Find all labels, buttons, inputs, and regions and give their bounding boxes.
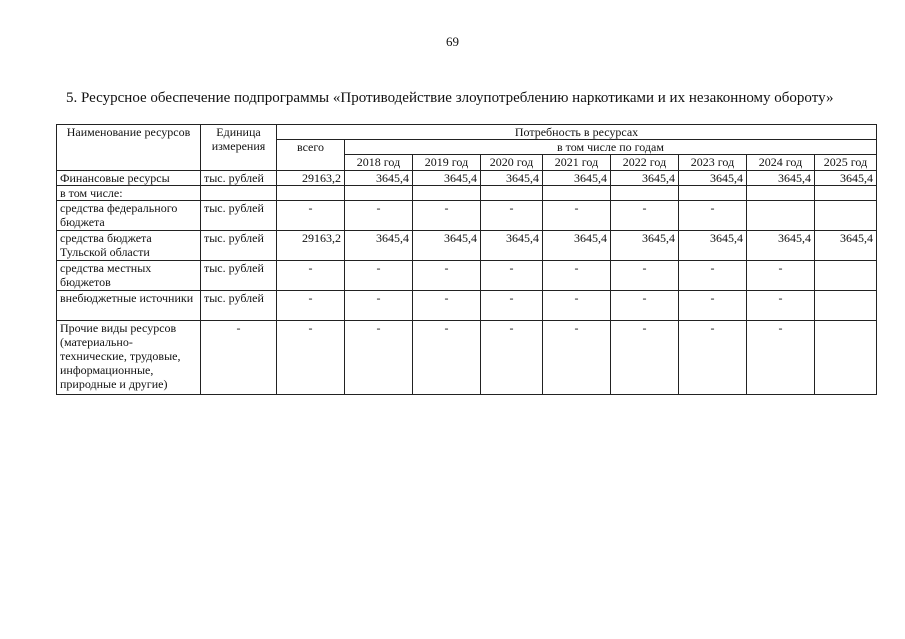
row-total xyxy=(277,186,345,201)
header-year: 2021 год xyxy=(543,155,611,171)
row-name: средства федерального бюджета xyxy=(57,201,201,231)
row-year-value: - xyxy=(679,201,747,231)
row-year-value: - xyxy=(413,291,481,321)
row-year-value: - xyxy=(345,291,413,321)
row-year-value: - xyxy=(611,261,679,291)
table-row xyxy=(57,261,877,291)
row-name: внебюджетные источники xyxy=(57,291,201,321)
row-year-value: - xyxy=(611,291,679,321)
section-heading: 5. Ресурсное обеспечение подпрограммы «Противодействие злоупотреблению наркотиками и их незаконному обороту» xyxy=(66,90,834,106)
row-name: средства местных бюджетов xyxy=(57,261,201,291)
row-year-value: 3645,4 xyxy=(611,231,679,261)
row-year-value: - xyxy=(543,321,611,395)
row-name: Прочие виды ресурсов (материально-технические, трудовые, информационные, природные и другие) xyxy=(57,321,201,395)
row-year-value: - xyxy=(345,261,413,291)
row-year-value: - xyxy=(481,291,543,321)
row-year-value xyxy=(815,261,877,291)
row-year-value xyxy=(747,201,815,231)
row-unit: тыс. рублей xyxy=(201,171,277,186)
row-year-value: 3645,4 xyxy=(413,171,481,186)
table-row xyxy=(57,171,877,186)
row-year-value xyxy=(747,186,815,201)
row-year-value: - xyxy=(747,321,815,395)
header-unit: Единица измерения xyxy=(201,125,277,171)
row-name: средства бюджета Тульской области xyxy=(57,231,201,261)
row-unit: тыс. рублей xyxy=(201,201,277,231)
row-total: - xyxy=(277,321,345,395)
row-total: - xyxy=(277,261,345,291)
row-name: Финансовые ресурсы xyxy=(57,171,201,186)
row-unit: тыс. рублей xyxy=(201,261,277,291)
row-unit: тыс. рублей xyxy=(201,291,277,321)
row-year-value: 3645,4 xyxy=(747,171,815,186)
header-total: всего xyxy=(277,140,345,171)
row-year-value: - xyxy=(611,201,679,231)
row-unit: тыс. рублей xyxy=(201,231,277,261)
row-total: 29163,2 xyxy=(277,231,345,261)
table-row xyxy=(57,321,877,395)
table-row xyxy=(57,201,877,231)
header-need: Потребность в ресурсах xyxy=(277,125,877,140)
row-year-value: 3645,4 xyxy=(679,171,747,186)
header-year: 2020 год xyxy=(481,155,543,171)
row-year-value: - xyxy=(543,261,611,291)
header-year: 2024 год xyxy=(747,155,815,171)
row-year-value: - xyxy=(679,261,747,291)
row-year-value: - xyxy=(413,261,481,291)
row-unit xyxy=(201,186,277,201)
row-year-value xyxy=(481,186,543,201)
row-year-value: 3645,4 xyxy=(481,231,543,261)
row-year-value xyxy=(611,186,679,201)
table-row xyxy=(57,291,877,321)
row-year-value: 3645,4 xyxy=(345,231,413,261)
row-year-value: 3645,4 xyxy=(543,171,611,186)
row-unit: - xyxy=(201,321,277,395)
row-year-value: - xyxy=(481,201,543,231)
row-year-value: - xyxy=(481,261,543,291)
header-by-years: в том числе по годам xyxy=(345,140,877,155)
row-year-value: - xyxy=(345,201,413,231)
row-year-value: - xyxy=(747,291,815,321)
row-year-value: 3645,4 xyxy=(815,171,877,186)
row-year-value: - xyxy=(543,291,611,321)
row-year-value xyxy=(543,186,611,201)
row-year-value xyxy=(815,201,877,231)
table-row xyxy=(57,231,877,261)
header-year: 2022 год xyxy=(611,155,679,171)
row-year-value: - xyxy=(611,321,679,395)
row-year-value: - xyxy=(413,201,481,231)
resources-table xyxy=(56,124,877,395)
header-year: 2023 год xyxy=(679,155,747,171)
row-year-value: - xyxy=(345,321,413,395)
row-year-value: - xyxy=(543,201,611,231)
row-year-value: 3645,4 xyxy=(815,231,877,261)
header-name: Наименование ресурсов xyxy=(57,125,201,171)
row-total: - xyxy=(277,291,345,321)
header-year: 2019 год xyxy=(413,155,481,171)
row-year-value xyxy=(345,186,413,201)
row-year-value: 3645,4 xyxy=(345,171,413,186)
row-year-value: 3645,4 xyxy=(413,231,481,261)
header-year: 2025 год xyxy=(815,155,877,171)
row-year-value: - xyxy=(679,321,747,395)
header-year: 2018 год xyxy=(345,155,413,171)
row-year-value: 3645,4 xyxy=(611,171,679,186)
row-year-value xyxy=(815,291,877,321)
row-year-value xyxy=(815,186,877,201)
row-year-value: - xyxy=(679,291,747,321)
table-row xyxy=(57,186,877,201)
row-year-value: - xyxy=(413,321,481,395)
row-year-value xyxy=(413,186,481,201)
row-year-value: 3645,4 xyxy=(679,231,747,261)
page-number: 69 xyxy=(446,34,459,49)
row-name: в том числе: xyxy=(57,186,201,201)
row-total: - xyxy=(277,201,345,231)
row-year-value: - xyxy=(481,321,543,395)
row-year-value: - xyxy=(747,261,815,291)
row-total: 29163,2 xyxy=(277,171,345,186)
row-year-value xyxy=(679,186,747,201)
row-year-value xyxy=(815,321,877,395)
row-year-value: 3645,4 xyxy=(543,231,611,261)
row-year-value: 3645,4 xyxy=(481,171,543,186)
row-year-value: 3645,4 xyxy=(747,231,815,261)
